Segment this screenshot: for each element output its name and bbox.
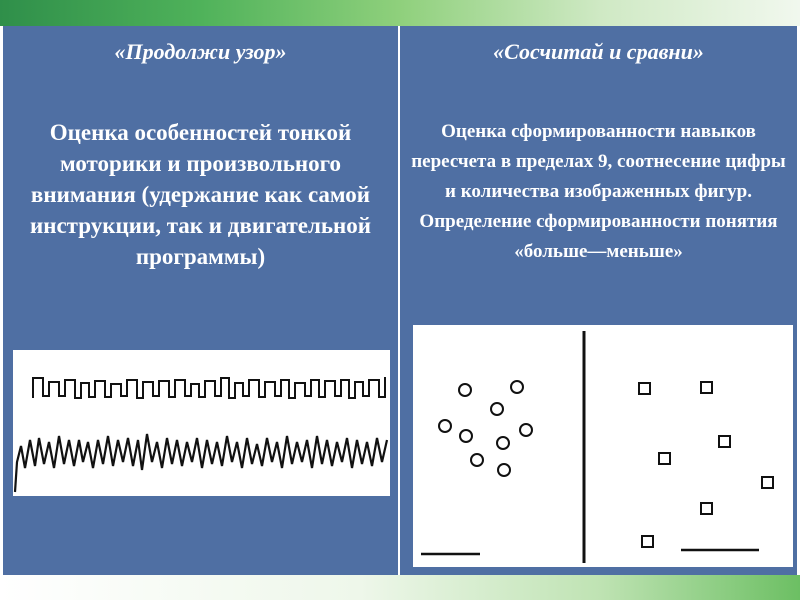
squares-group (639, 382, 773, 547)
square-figure (701, 503, 712, 514)
circle-figure (460, 430, 472, 442)
square-wave-pattern (33, 377, 385, 398)
circle-figure (497, 437, 509, 449)
square-figure (701, 382, 712, 393)
heading-count-compare: «Сосчитай и сравни» (493, 39, 704, 64)
top-decorative-bar (0, 0, 800, 26)
circle-figure (459, 384, 471, 396)
count-compare-image (413, 325, 793, 567)
square-figure (639, 383, 650, 394)
bottom-decorative-bar (0, 575, 800, 600)
square-figure (762, 477, 773, 488)
description-fine-motor: Оценка особенностей тонкой моторики и произвольного внимания (удержание как самой инструкции, так и двигательной программы) (29, 120, 372, 269)
count-compare-drawing (413, 325, 793, 567)
square-figure (719, 436, 730, 447)
square-figure (659, 453, 670, 464)
pattern-sample-drawing (13, 350, 390, 496)
square-figure (642, 536, 653, 547)
circle-figure (439, 420, 451, 432)
circle-figure (498, 464, 510, 476)
circle-figure (471, 454, 483, 466)
heading-continue-pattern: «Продолжи узор» (114, 39, 287, 64)
circle-figure (491, 403, 503, 415)
circles-group (439, 381, 532, 476)
circle-figure (511, 381, 523, 393)
zigzag-pattern (15, 434, 387, 492)
description-counting: Оценка сформированности навыков пересчета в пределах 9, соотнесение цифры и количества изображенных фигур. Определение сформированности понятия «больше—меньше» (411, 121, 786, 262)
pattern-sample-image (13, 350, 390, 496)
circle-figure (520, 424, 532, 436)
content-table (3, 26, 797, 575)
